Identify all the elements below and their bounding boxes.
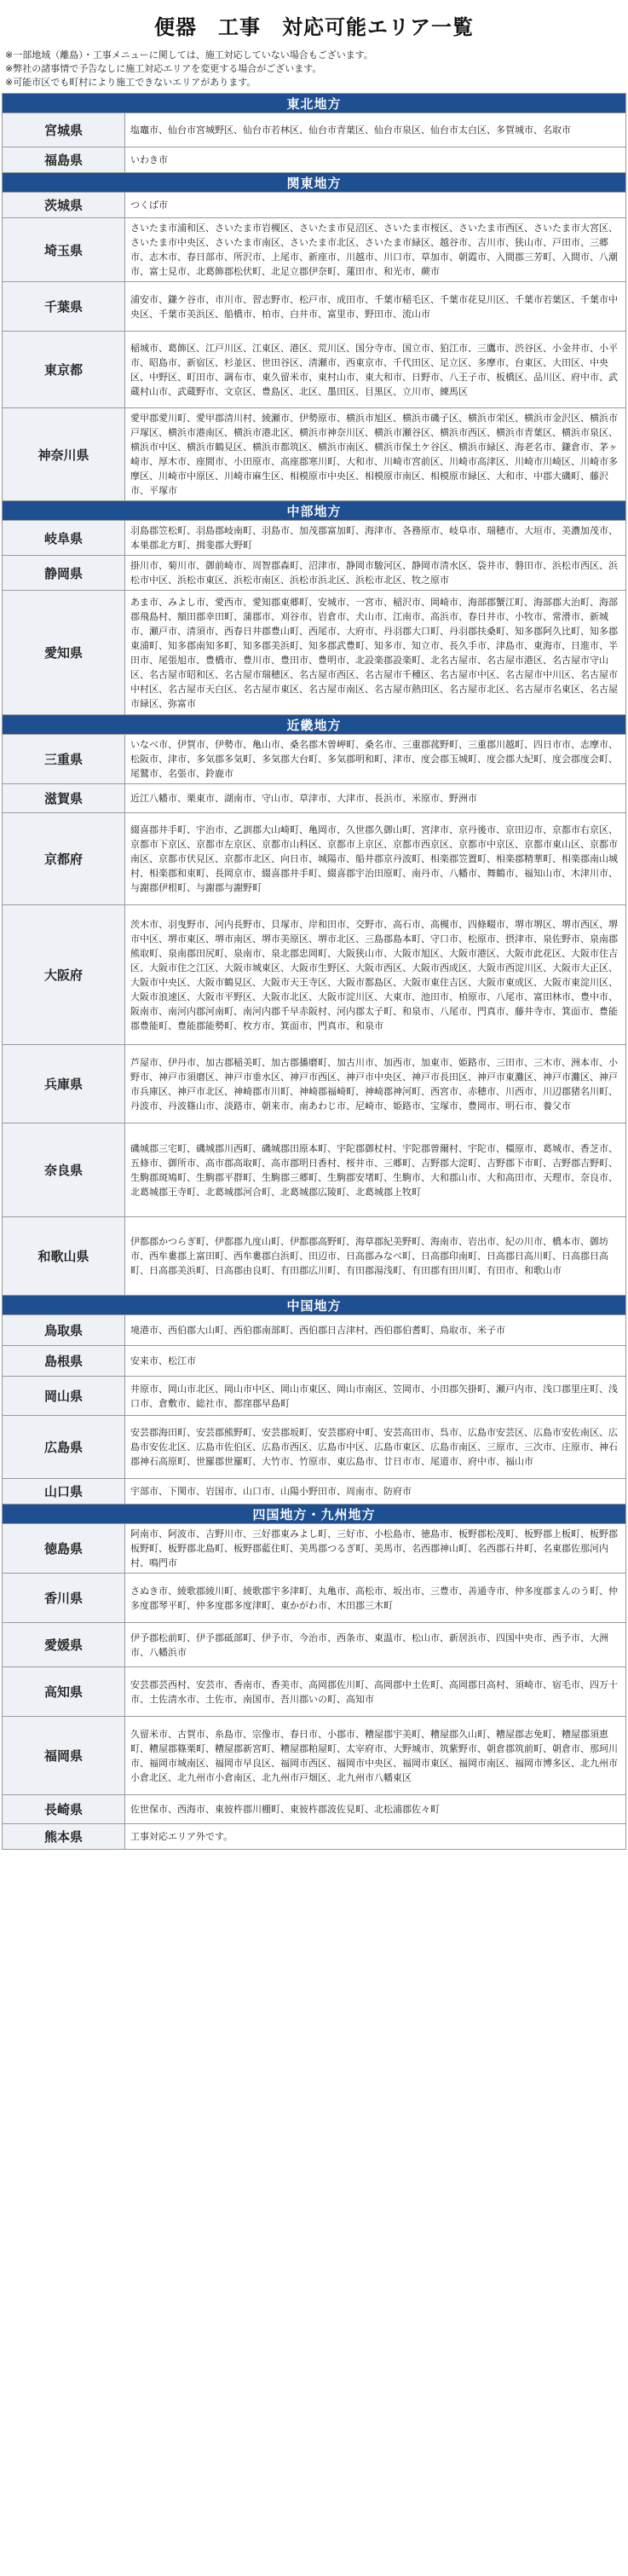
prefecture-row bbox=[3, 1315, 626, 1346]
prefecture-row bbox=[3, 1479, 626, 1505]
prefecture-name: 静岡県 bbox=[3, 556, 125, 591]
city-list: 稲城市、葛飾区、江戸川区、江東区、港区、荒川区、国分寺市、国立市、狛江市、三鷹市、渋谷区、小金井市、小平市、昭島市、新宿区、杉並区、世田谷区、清瀬市、西東京市、千代田区、足立区、多摩市、台東区、大田区、中央区、中野区、町田市、調布市、東久留米市、東村山市、東大和市、日野市、八王子市、板橋区、品川区、府中市、武蔵村山市、武蔵野市、文京区、豊島区、北区、墨田区、目黒区、立川市、練馬区 bbox=[125, 332, 626, 408]
prefecture-row bbox=[3, 1667, 626, 1717]
note-item: ※一部地域（離島）・工事メニューに関しては、施工対応していない場合もございます。 bbox=[5, 49, 373, 61]
region-header-row bbox=[3, 94, 626, 113]
prefecture-name: 兵庫県 bbox=[3, 1045, 125, 1123]
city-list: 綴喜郡井手町、宇治市、乙訓郡大山崎町、亀岡市、久世郡久御山町、宮津市、京丹後市、京田辺市、京都市右京区、京都市下京区、京都市左京区、京都市山科区、京都市上京区、京都市西京区、京都市中京区、京都市東山区、京都市南区、京都市伏見区、京都市北区、向日市、城陽市、船井郡京丹波町、相楽郡笠置町、相楽郡精華町、相楽郡南山城村、相楽郡和束町、長岡京市、綴喜郡井手町、綴喜郡宇治田原町、南丹市、八幡市、舞鶴市、福知山市、木津川市、与謝郡伊根町、与謝郡与謝野町 bbox=[125, 813, 626, 905]
city-list: つくば市 bbox=[125, 193, 626, 218]
prefecture-row bbox=[3, 735, 626, 784]
prefecture-name: 茨城県 bbox=[3, 193, 125, 218]
city-list: いわき市 bbox=[125, 147, 626, 173]
prefecture-row bbox=[3, 1824, 626, 1850]
city-list: 安来市、松江市 bbox=[125, 1346, 626, 1377]
city-list: 磯城郡三宅町、磯城郡川西町、磯城郡田原本町、宇陀郡御杖村、宇陀郡曽爾村、宇陀市、橿原市、葛城市、香芝市、五條市、御所市、高市郡高取町、高市郡明日香村、桜井市、三郷町、吉野郡大淀町、吉野郡下市町、吉野郡吉野町、生駒郡斑鳩町、生駒郡平群町、生駒郡三郷町、生駒郡安堵町、生駒市、大和郡山市、大和高田市、天理市、奈良市、北葛城郡王寺町、北葛城郡河合町、北葛城郡広陵町、北葛城郡上牧町 bbox=[125, 1123, 626, 1217]
prefecture-name: 広島県 bbox=[3, 1416, 125, 1479]
region-header: 中部地方 bbox=[3, 501, 626, 521]
prefecture-name: 香川県 bbox=[3, 1574, 125, 1623]
city-list: 伊予郡松前町、伊予郡砥部町、伊予市、今治市、西条市、東温市、松山市、新居浜市、四国中央市、西予市、大洲市、八幡浜市 bbox=[125, 1623, 626, 1667]
prefecture-name: 千葉県 bbox=[3, 282, 125, 332]
prefecture-name: 滋賀県 bbox=[3, 784, 125, 813]
prefecture-name: 鳥取県 bbox=[3, 1315, 125, 1346]
prefecture-name: 長崎県 bbox=[3, 1795, 125, 1824]
region-header-row bbox=[3, 1505, 626, 1524]
prefecture-row bbox=[3, 813, 626, 905]
prefecture-name: 神奈川県 bbox=[3, 408, 125, 501]
prefecture-name: 福島県 bbox=[3, 147, 125, 173]
prefecture-row bbox=[3, 282, 626, 332]
city-list: 伊都郡かつらぎ町、伊都郡九度山町、伊都郡高野町、海草郡紀美野町、海南市、岩出市、紀の川市、橋本市、御坊市、西牟婁郡上富田町、西牟婁郡白浜町、田辺市、日高郡みなべ町、日高郡印南町、日高郡日高川町、日高郡日高町、日高郡美浜町、日高郡由良町、有田郡広川町、有田郡湯浅町、有田郡有田川町、有田市、和歌山市 bbox=[125, 1217, 626, 1296]
prefecture-name: 山口県 bbox=[3, 1479, 125, 1505]
prefecture-row bbox=[3, 591, 626, 715]
prefecture-name: 愛知県 bbox=[3, 591, 125, 715]
prefecture-row bbox=[3, 1377, 626, 1416]
prefecture-row bbox=[3, 1623, 626, 1667]
city-list: 近江八幡市、栗東市、湖南市、守山市、草津市、大津市、長浜市、米原市、野洲市 bbox=[125, 784, 626, 813]
region-header: 四国地方・九州地方 bbox=[3, 1505, 626, 1524]
region-header-row bbox=[3, 715, 626, 735]
city-list: 茨木市、羽曳野市、河内長野市、貝塚市、岸和田市、交野市、高石市、高槻市、四條畷市、堺市堺区、堺市西区、堺市中区、堺市東区、堺市南区、堺市美原区、堺市北区、三島郡島本町、守口市、松原市、摂津市、泉佐野市、泉南郡熊取町、泉南郡田尻町、泉南市、泉北郡忠岡町、大阪狭山市、大阪市旭区、大阪市港区、大阪市此花区、大阪市住吉区、大阪市住之江区、大阪市城東区、大阪市生野区、大阪市西区、大阪市西成区、大阪市西淀川区、大阪市大正区、大阪市中央区、大阪市鶴見区、大阪市天王寺区、大阪市都島区、大阪市東住吉区、大阪市東成区、大阪市東淀川区、大阪市浪速区、大阪市平野区、大阪市北区、大阪市淀川区、大東市、池田市、柏原市、八尾市、富田林市、豊中市、阪南市、南河内郡河南町、南河内郡千早赤阪村、河内郡太子町、和泉市、八尾市、門真市、藤井寺市、箕面市、豊能郡豊能町、豊能郡能勢町、枚方市、箕面市、門真市、和泉市 bbox=[125, 905, 626, 1045]
note-item: ※可能市区でも町村により施工できないエリアがあります。 bbox=[5, 77, 256, 88]
prefecture-name: 徳島県 bbox=[3, 1524, 125, 1574]
city-list: 羽島郡笠松町、羽島郡岐南町、羽島市、加茂郡富加町、海津市、各務原市、岐阜市、瑞穂市、大垣市、美濃加茂市、本巣郡北方町、揖斐郡大野町 bbox=[125, 521, 626, 556]
prefecture-name: 和歌山県 bbox=[3, 1217, 125, 1296]
region-header: 近畿地方 bbox=[3, 715, 626, 735]
prefecture-row bbox=[3, 521, 626, 556]
prefecture-name: 埼玉県 bbox=[3, 218, 125, 282]
city-list: 境港市、西伯郡大山町、西伯郡南部町、西伯郡日吉津村、西伯郡伯耆町、鳥取市、米子市 bbox=[125, 1315, 626, 1346]
prefecture-name: 大阪府 bbox=[3, 905, 125, 1045]
prefecture-name: 福岡県 bbox=[3, 1717, 125, 1795]
city-list: 掛川市、菊川市、御前崎市、周智郡森町、沼津市、静岡市駿河区、静岡市清水区、袋井市、磐田市、浜松市西区、浜松市中区、浜松市東区、浜松市南区、浜松市浜北区、浜松市北区、牧之原市 bbox=[125, 556, 626, 591]
area-table bbox=[2, 93, 626, 1850]
city-list: 阿南市、阿波市、吉野川市、三好郡東みよし町、三好市、小松島市、徳島市、板野郡松茂町、板野郡上板町、板野郡板野町、板野郡北島町、板野郡藍住町、美馬郡つるぎ町、美馬市、名西郡神山町、名西郡石井町、名東郡佐那河内村、鳴門市 bbox=[125, 1524, 626, 1574]
city-list: 工事対応エリア外です。 bbox=[125, 1824, 626, 1850]
prefecture-name: 愛媛県 bbox=[3, 1623, 125, 1667]
city-list: あま市、みよし市、愛西市、愛知郡東郷町、安城市、一宮市、稲沢市、岡崎市、海部郡蟹江町、海部郡大治町、海部郡飛島村、額田郡幸田町、蒲郡市、刈谷市、岩倉市、犬山市、江南市、高浜市、春日井市、小牧市、常滑市、新城市、瀬戸市、清須市、西春日井郡豊山町、西尾市、大府市、丹羽郡大口町、丹羽郡扶桑町、知多郡阿久比町、知多郡東浦町、知多郡南知多町、知多郡美浜町、知多郡武豊町、知多市、知立市、長久手市、津島市、東海市、日進市、半田市、尾張旭市、豊橋市、豊川市、豊田市、豊明市、北設楽郡設楽町、北名古屋市、名古屋市港区、名古屋市守山区、名古屋市昭和区、名古屋市瑞穂区、名古屋市西区、名古屋市千種区、名古屋市中区、名古屋市中川区、名古屋市中村区、名古屋市天白区、名古屋市東区、名古屋市南区、名古屋市熱田区、名古屋市北区、名古屋市名東区、名古屋市緑区、弥富市 bbox=[125, 591, 626, 715]
region-header-row bbox=[3, 1296, 626, 1315]
notes bbox=[0, 49, 628, 93]
note-item: ※弊社の諸事情で予告なしに施工対応エリアを変更する場合がございます。 bbox=[5, 63, 322, 74]
city-list: いなべ市、伊賀市、伊勢市、亀山市、桑名郡木曽岬町、桑名市、三重郡菰野町、三重郡川越町、四日市市、志摩市、松阪市、津市、多気郡多気町、多気郡大台町、多気郡明和町、津市、度会郡玉城町、度会郡大紀町、度会郡度会町、尾鷲市、名張市、鈴鹿市 bbox=[125, 735, 626, 784]
city-list: 井原市、岡山市北区、岡山市中区、岡山市東区、岡山市南区、笠岡市、小田郡矢掛町、瀬戸内市、浅口郡里庄町、浅口市、倉敷市、総社市、都窪郡早島町 bbox=[125, 1377, 626, 1416]
prefecture-name: 高知県 bbox=[3, 1667, 125, 1717]
city-list: 宇部市、下関市、岩国市、山口市、山陽小野田市、周南市、防府市 bbox=[125, 1479, 626, 1505]
prefecture-name: 京都府 bbox=[3, 813, 125, 905]
prefecture-name: 東京都 bbox=[3, 332, 125, 408]
prefecture-row bbox=[3, 905, 626, 1045]
prefecture-row bbox=[3, 218, 626, 282]
region-header-row bbox=[3, 173, 626, 193]
prefecture-row bbox=[3, 1123, 626, 1217]
prefecture-name: 岡山県 bbox=[3, 1377, 125, 1416]
prefecture-row bbox=[3, 1717, 626, 1795]
city-list: 浦安市、鎌ケ谷市、市川市、習志野市、松戸市、成田市、千葉市稲毛区、千葉市花見川区、千葉市若葉区、千葉市中央区、千葉市美浜区、船橋市、柏市、白井市、富里市、野田市、流山市 bbox=[125, 282, 626, 332]
region-header: 東北地方 bbox=[3, 94, 626, 113]
prefecture-row bbox=[3, 556, 626, 591]
city-list: 佐世保市、西海市、東彼杵郡川棚町、東彼杵郡波佐見町、北松浦郡佐々町 bbox=[125, 1795, 626, 1824]
prefecture-row bbox=[3, 1524, 626, 1574]
prefecture-row bbox=[3, 113, 626, 147]
prefecture-name: 三重県 bbox=[3, 735, 125, 784]
prefecture-row bbox=[3, 1346, 626, 1377]
city-list: 安芸郡海田町、安芸郡熊野町、安芸郡坂町、安芸郡府中町、安芸高田市、呉市、広島市安芸区、広島市安佐南区、広島市安佐北区、広島市佐伯区、広島市西区、広島市中区、広島市東区、広島市南区、三原市、三次市、庄原市、神石郡神石高原町、世羅郡世羅町、大竹市、竹原市、東広島市、廿日市市、尾道市、府中市、福山市 bbox=[125, 1416, 626, 1479]
prefecture-row bbox=[3, 408, 626, 501]
region-header: 関東地方 bbox=[3, 173, 626, 193]
region-header: 中国地方 bbox=[3, 1296, 626, 1315]
prefecture-name: 岐阜県 bbox=[3, 521, 125, 556]
page-title: 便器 工事 対応可能エリア一覧 bbox=[154, 15, 474, 39]
region-header-row bbox=[3, 501, 626, 521]
prefecture-row bbox=[3, 332, 626, 408]
city-list: さぬき市、綾歌郡綾川町、綾歌郡宇多津町、丸亀市、高松市、坂出市、三豊市、善通寺市、仲多度郡まんのう町、仲多度郡琴平町、仲多度郡多度津町、東かがわ市、木田郡三木町 bbox=[125, 1574, 626, 1623]
prefecture-name: 島根県 bbox=[3, 1346, 125, 1377]
city-list: さいたま市浦和区、さいたま市岩槻区、さいたま市見沼区、さいたま市桜区、さいたま市西区、さいたま市大宮区、さいたま市中央区、さいたま市南区、さいたま市北区、さいたま市緑区、越谷市、吉川市、狭山市、戸田市、三郷市、志木市、春日部市、所沢市、上尾市、新座市、川越市、川口市、草加市、朝霞市、入間郡三芳町、入間市、八潮市、富士見市、北葛飾郡松伏町、北足立郡伊奈町、蓮田市、和光市、蕨市 bbox=[125, 218, 626, 282]
prefecture-row bbox=[3, 1416, 626, 1479]
prefecture-name: 奈良県 bbox=[3, 1123, 125, 1217]
city-list: 芦屋市、伊丹市、加古郡稲美町、加古郡播磨町、加古川市、加西市、加東市、姫路市、三田市、三木市、洲本市、小野市、神戸市須磨区、神戸市垂水区、神戸市西区、神戸市中央区、神戸市長田区、神戸市東灘区、神戸市灘区、神戸市兵庫区、神戸市北区、神崎郡市川町、神崎郡福崎町、神崎郡神河町、西宮市、赤穂市、川西市、川辺郡猪名川町、丹波市、丹波篠山市、淡路市、朝来市、南あわじ市、尼崎市、姫路市、宝塚市、豊岡市、明石市、養父市 bbox=[125, 1045, 626, 1123]
prefecture-row bbox=[3, 147, 626, 173]
prefecture-name: 宮城県 bbox=[3, 113, 125, 147]
prefecture-row bbox=[3, 1045, 626, 1123]
prefecture-row bbox=[3, 784, 626, 813]
city-list: 安芸郡芸西村、安芸市、香南市、香美市、高岡郡佐川町、高岡郡中土佐町、高岡郡日高村、須崎市、宿毛市、四万十市、土佐清水市、土佐市、南国市、吾川郡いの町、高知市 bbox=[125, 1667, 626, 1717]
prefecture-row bbox=[3, 193, 626, 218]
city-list: 久留米市、古賀市、糸島市、宗像市、春日市、小郡市、糟屋郡宇美町、糟屋郡久山町、糟屋郡志免町、糟屋郡須恵町、糟屋郡篠栗町、糟屋郡新宮町、糟屋郡粕屋町、太宰府市、大野城市、筑紫野市、朝倉郡筑前町、朝倉市、那珂川市、福岡市城南区、福岡市早良区、福岡市西区、福岡市中央区、福岡市東区、福岡市南区、福岡市博多区、北九州市小倉北区、北九州市小倉南区、北九州市戸畑区、北九州市八幡東区 bbox=[125, 1717, 626, 1795]
prefecture-row bbox=[3, 1795, 626, 1824]
prefecture-row bbox=[3, 1574, 626, 1623]
city-list: 愛甲郡愛川町、愛甲郡清川村、綾瀬市、伊勢原市、横浜市旭区、横浜市磯子区、横浜市栄区、横浜市金沢区、横浜市戸塚区、横浜市港南区、横浜市港北区、横浜市神奈川区、横浜市瀬谷区、横浜市西区、横浜市青葉区、横浜市泉区、横浜市中区、横浜市鶴見区、横浜市都筑区、横浜市南区、横浜市保土ケ谷区、横浜市緑区、海老名市、鎌倉市、茅ヶ崎市、厚木市、座間市、小田原市、高座郡寒川町、大和市、川崎市宮前区、川崎市高津区、川崎市川崎区、川崎市多摩区、川崎市中原区、川崎市麻生区、相模原市中央区、相模原市南区、相模原市緑区、大和市、中郡大磯町、藤沢市、平塚市 bbox=[125, 408, 626, 501]
city-list: 塩竈市、仙台市宮城野区、仙台市若林区、仙台市青葉区、仙台市泉区、仙台市太白区、多賀城市、名取市 bbox=[125, 113, 626, 147]
prefecture-name: 熊本県 bbox=[3, 1824, 125, 1850]
prefecture-row bbox=[3, 1217, 626, 1296]
